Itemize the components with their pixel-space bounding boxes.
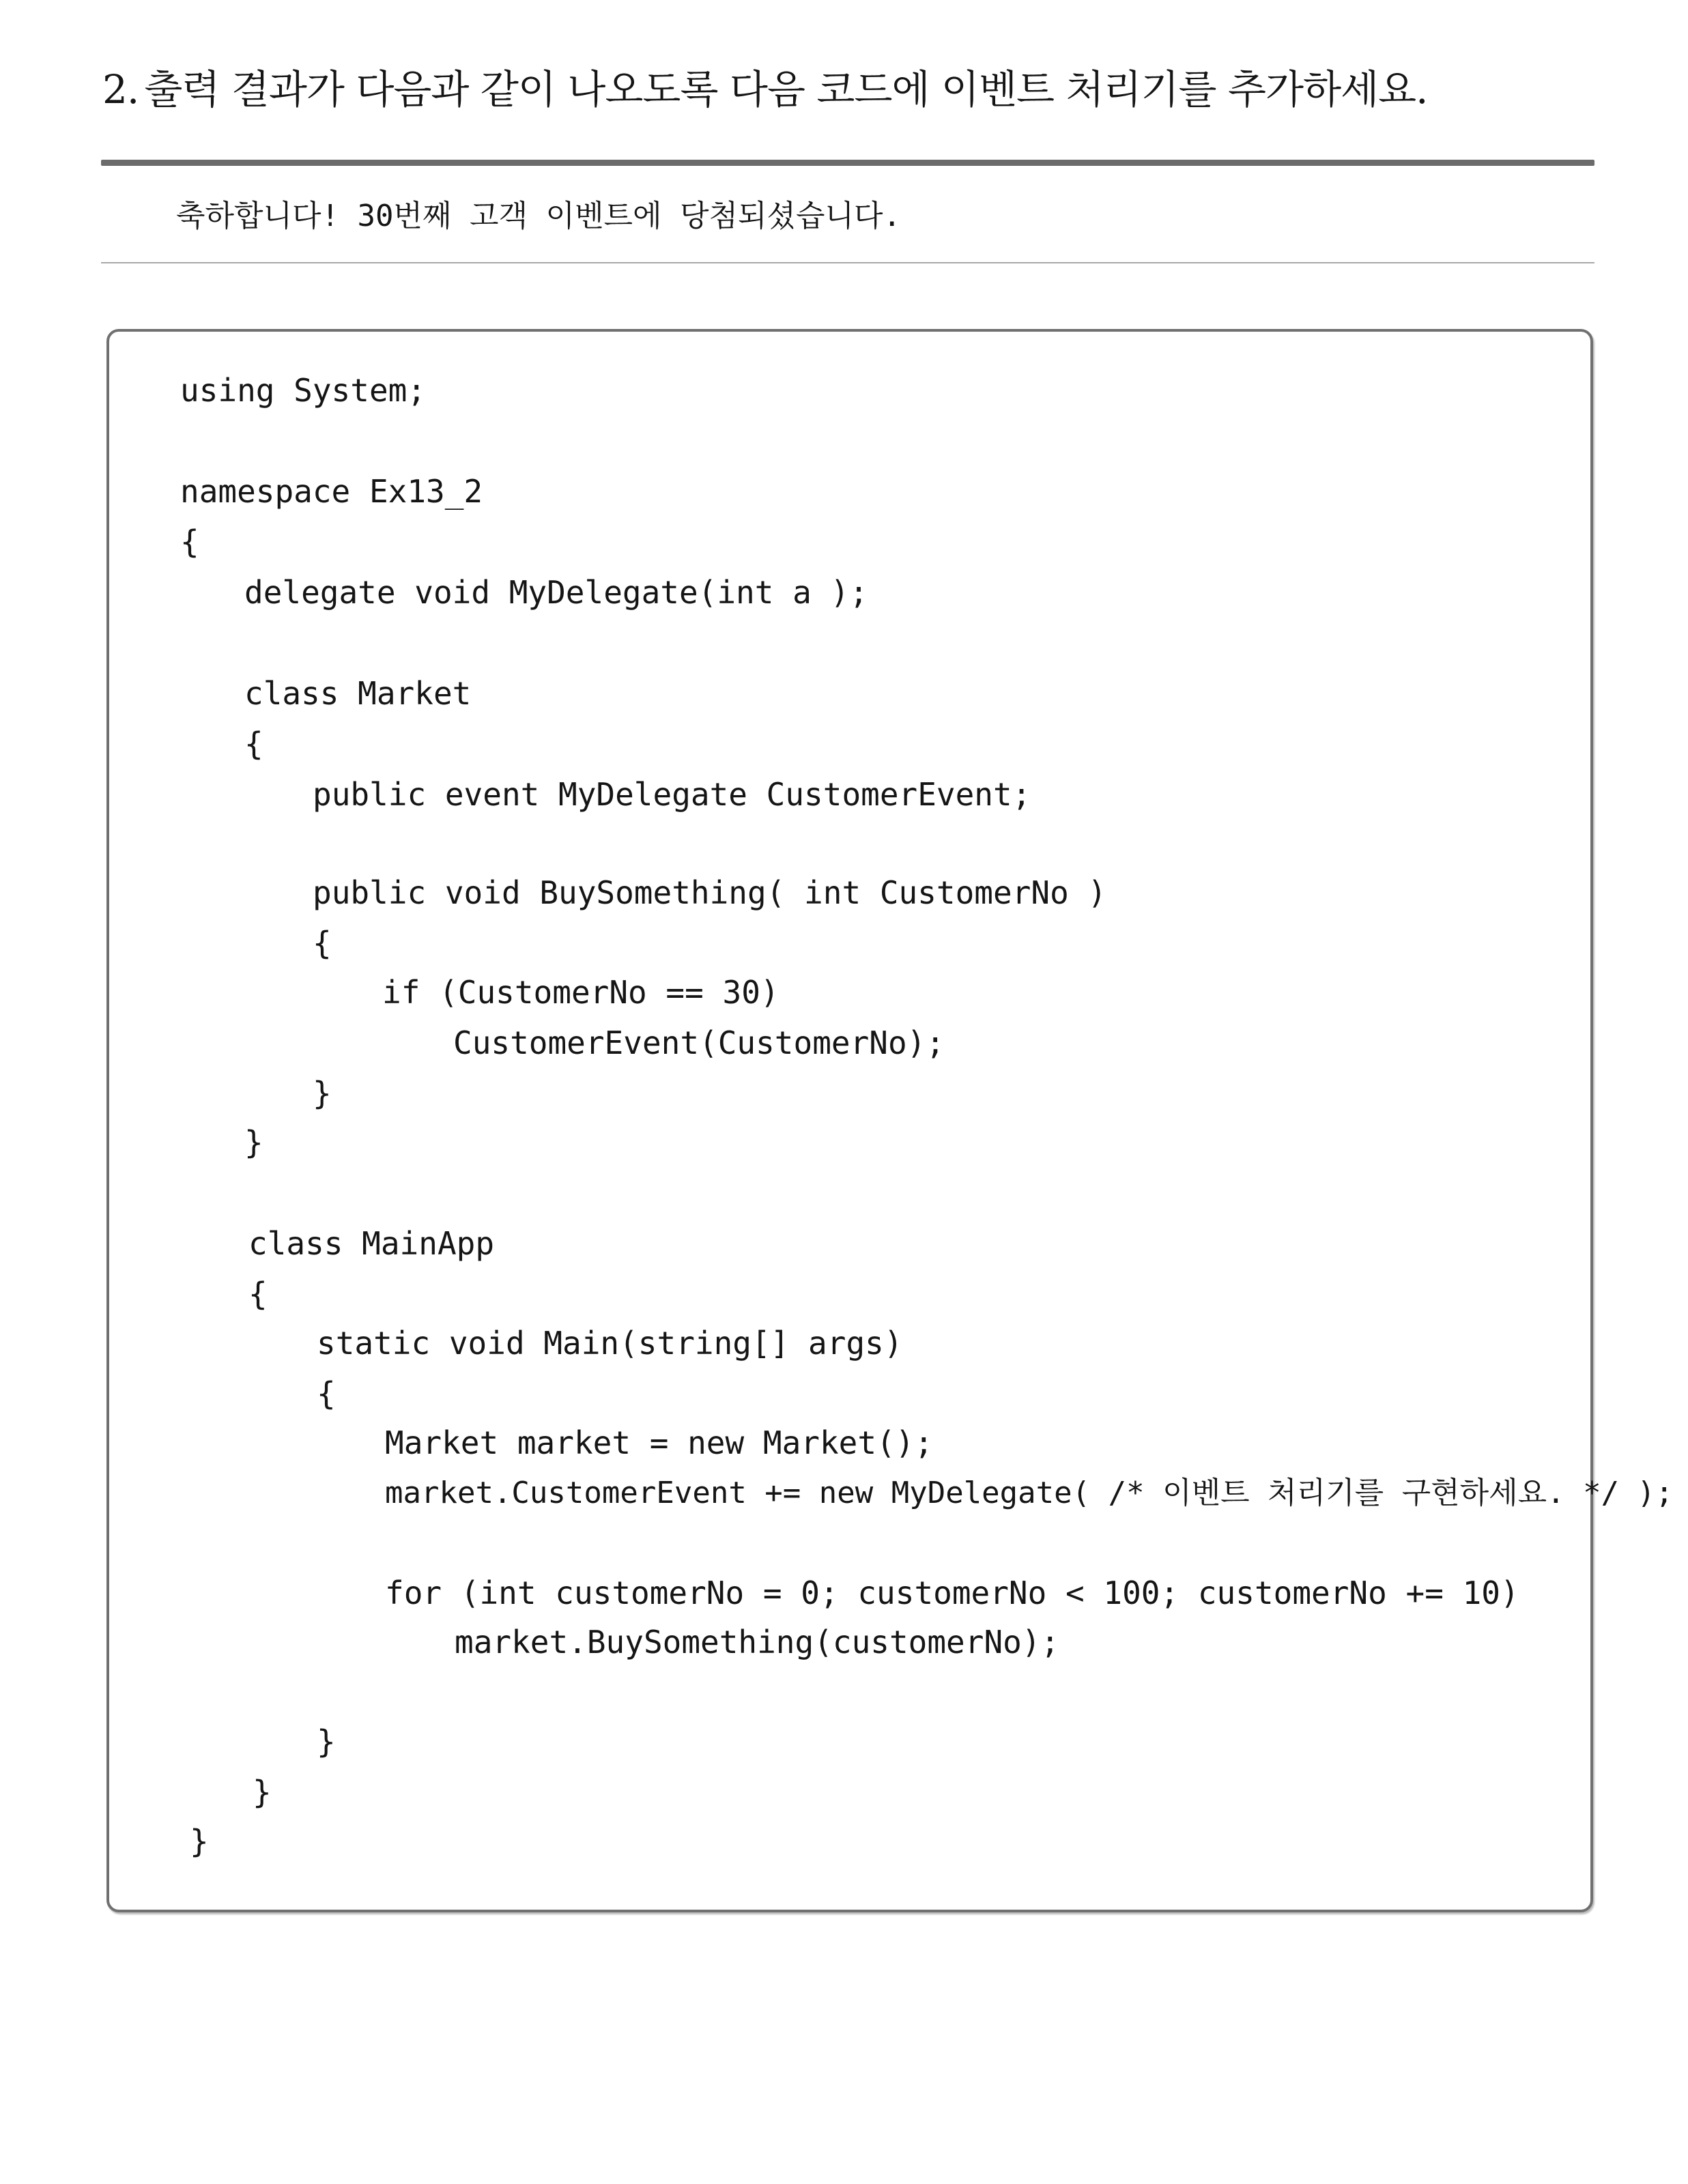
question-heading bbox=[102, 57, 1428, 115]
question-text: 출력 결과가 다음과 같이 나오도록 다음 코드에 이벤트 처리기를 추가하세요. bbox=[144, 66, 1428, 113]
output-text: 축하합니다! 30번째 고객 이벤트에 당첨되셨습니다. bbox=[176, 199, 901, 233]
code-line: public event MyDelegate CustomerEvent; bbox=[313, 776, 1031, 813]
code-box bbox=[106, 329, 1674, 1912]
code-line: class MainApp bbox=[248, 1225, 495, 1262]
code-line: } bbox=[190, 1823, 209, 1860]
code-line: { bbox=[244, 725, 263, 762]
code-line: { bbox=[317, 1375, 336, 1412]
code-line: for (int customerNo = 0; customerNo < 100; customerNo += 10) bbox=[385, 1575, 1519, 1611]
code-line: market.BuySomething(customerNo); bbox=[455, 1624, 1060, 1661]
code-line: } bbox=[317, 1723, 336, 1760]
code-line: market.CustomerEvent += new MyDelegate( /* 이벤트 처리기를 구현하세요. */ ); bbox=[385, 1476, 1674, 1510]
code-line: } bbox=[313, 1075, 332, 1112]
code-line: if (CustomerNo == 30) bbox=[382, 974, 779, 1011]
code-block bbox=[109, 332, 1674, 1910]
code-line: class Market bbox=[244, 675, 472, 712]
code-line: { bbox=[248, 1276, 268, 1312]
code-line: delegate void MyDelegate(int a ); bbox=[244, 574, 868, 611]
code-line: namespace Ex13_2 bbox=[180, 473, 483, 510]
code-line: } bbox=[253, 1774, 272, 1811]
code-line: CustomerEvent(CustomerNo); bbox=[453, 1024, 945, 1061]
code-line: Market market = new Market(); bbox=[385, 1424, 934, 1461]
output-divider-bottom bbox=[101, 262, 1594, 263]
output-divider-top bbox=[101, 160, 1594, 166]
code-line: { bbox=[313, 925, 332, 962]
code-line: } bbox=[244, 1124, 263, 1161]
code-line: public void BuySomething( int CustomerNo ) bbox=[313, 874, 1107, 911]
code-line: using System; bbox=[180, 372, 427, 409]
code-line: static void Main(string[] args) bbox=[317, 1325, 903, 1362]
code-line: { bbox=[180, 523, 199, 560]
question-number: 2. bbox=[102, 66, 139, 113]
